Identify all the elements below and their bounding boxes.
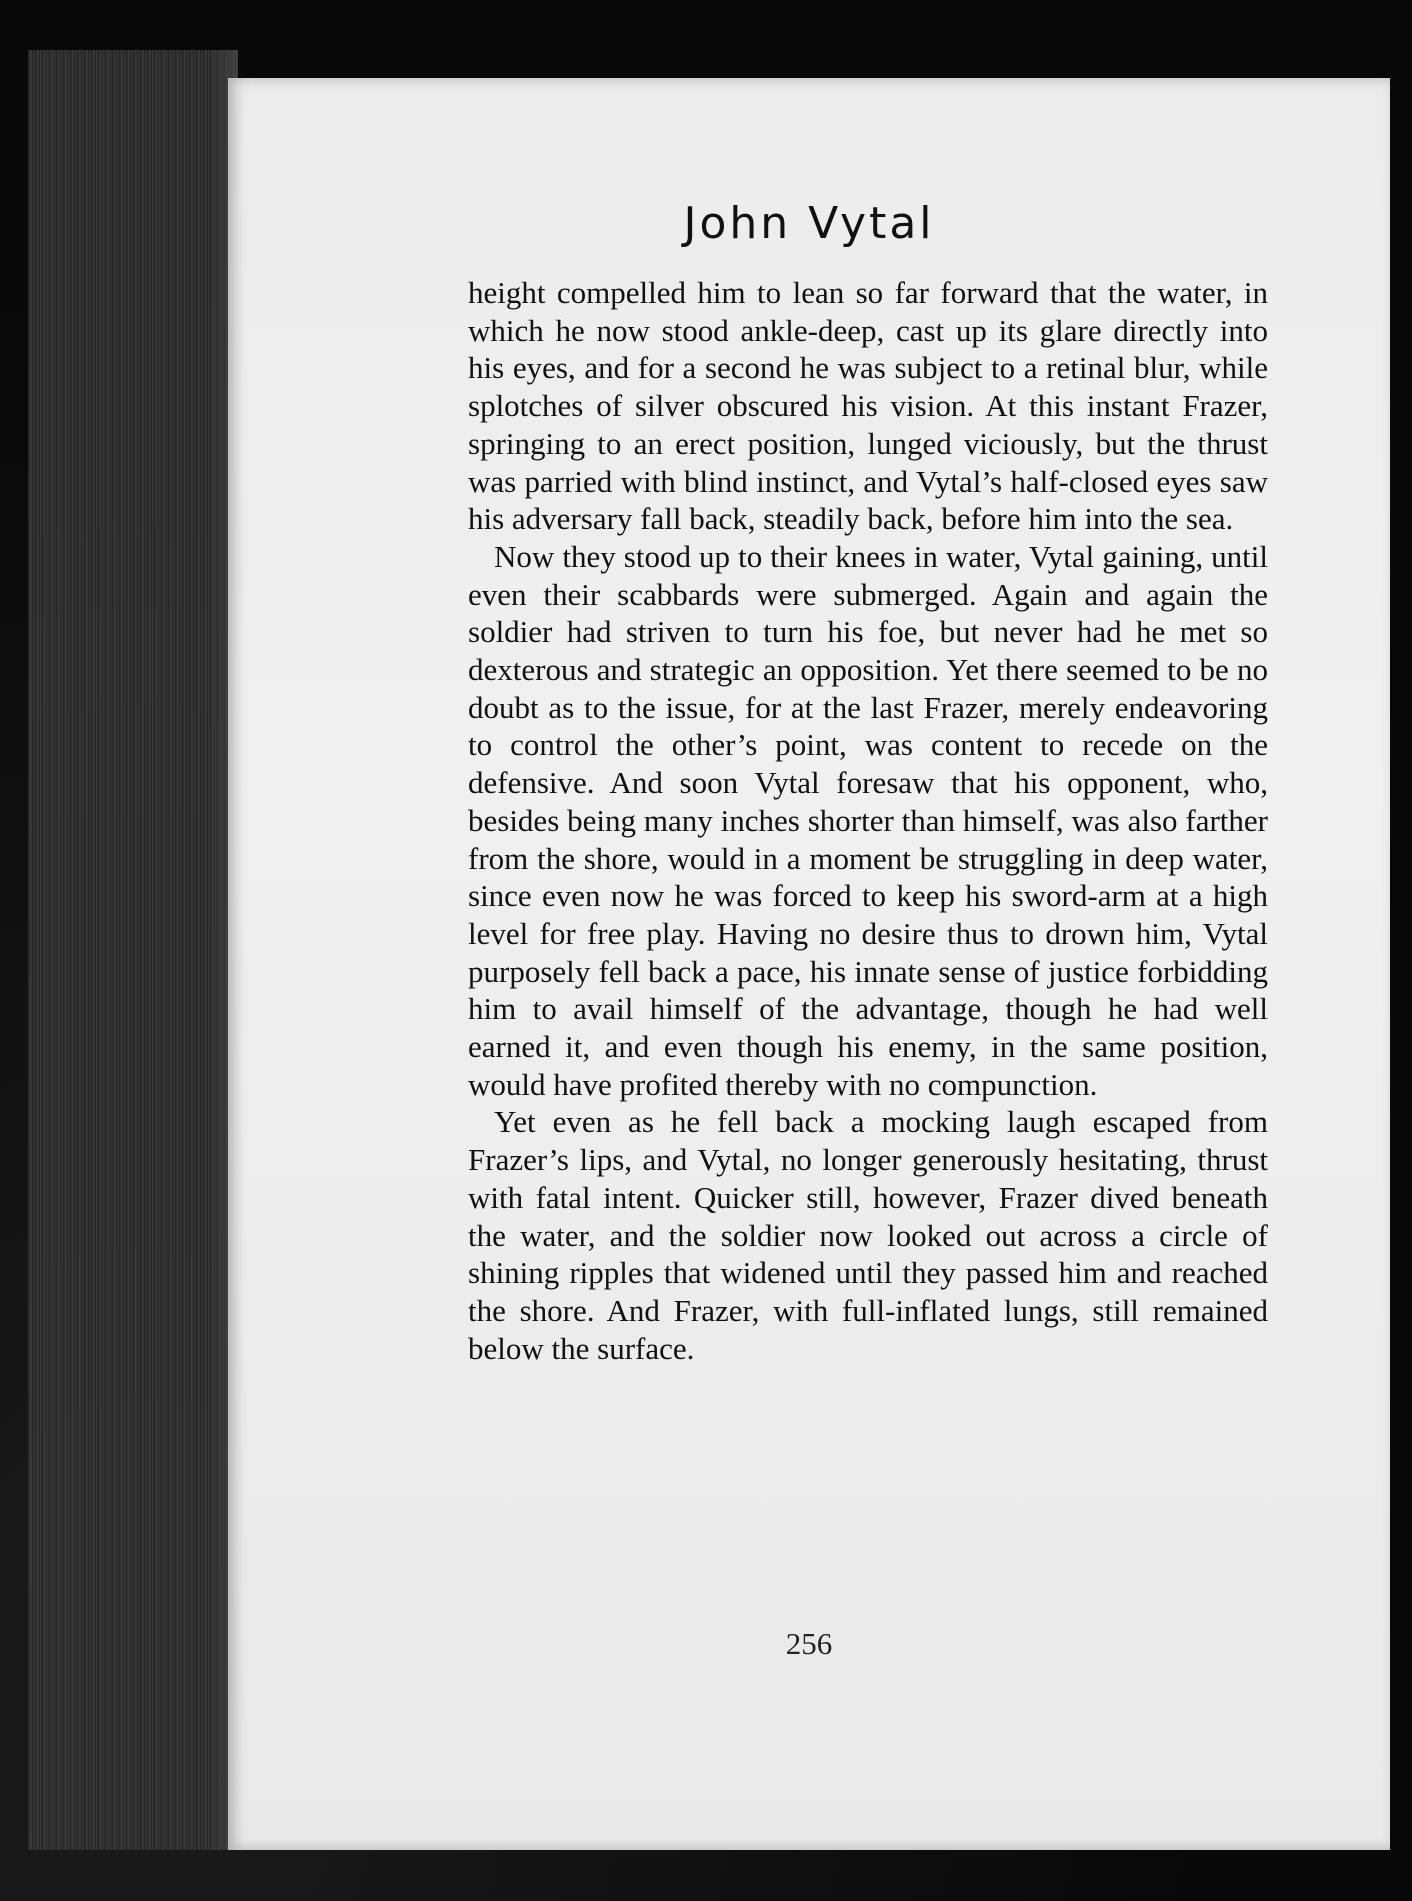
book-page-edges [28, 50, 238, 1850]
paragraph: Yet even as he fell back a mocking laugh escaped from Frazer’s lips, and Vytal, no longer generously hesitating, thrust with fatal intent. Quicker still, however, Frazer dived beneath the water, and the soldier now looked out across a circle of shining ripples that widened until they passed him and reached the shore. And Frazer, with full-inflated lungs, still remained below the surface. [468, 1104, 1268, 1366]
paragraph: height compelled him to lean so far forward that the water, in which he now stood ankle-deep, cast up its glare directly into his eyes, and for a second he was subject to a retinal blur, while splotches of silver obscured his vision. At this instant Frazer, springing to an erect position, lunged viciously, but the thrust was parried with blind instinct, and Vytal’s half-closed eyes saw his adversary fall back, steadily back, before him into the sea. [468, 275, 1268, 537]
body-text [468, 274, 1268, 1367]
page-number: 256 [785, 1626, 833, 1661]
running-head: John Vytal [683, 198, 935, 249]
book-page [228, 78, 1390, 1850]
paragraph: Now they stood up to their knees in water, Vytal gaining, until even their scabbards were submerged. Again and again the soldier had striven to turn his foe, but never had he met so dexterous and strategic an opposition. Yet there seemed to be no doubt as to the issue, for at the last Frazer, merely endeavoring to control the other’s point, was content to recede on the defensive. And soon Vytal foresaw that his opponent, who, besides being many inches shorter than himself, was also farther from the shore, would in a moment be struggling in deep water, since even now he was forced to keep his sword-arm at a high level for free play. Having no desire thus to drown him, Vytal purposely fell back a pace, his innate sense of justice forbidding him to avail himself of the advantage, though he had well earned it, and even though his enemy, in the same position, would have profited thereby with no compunction. [468, 538, 1268, 1102]
